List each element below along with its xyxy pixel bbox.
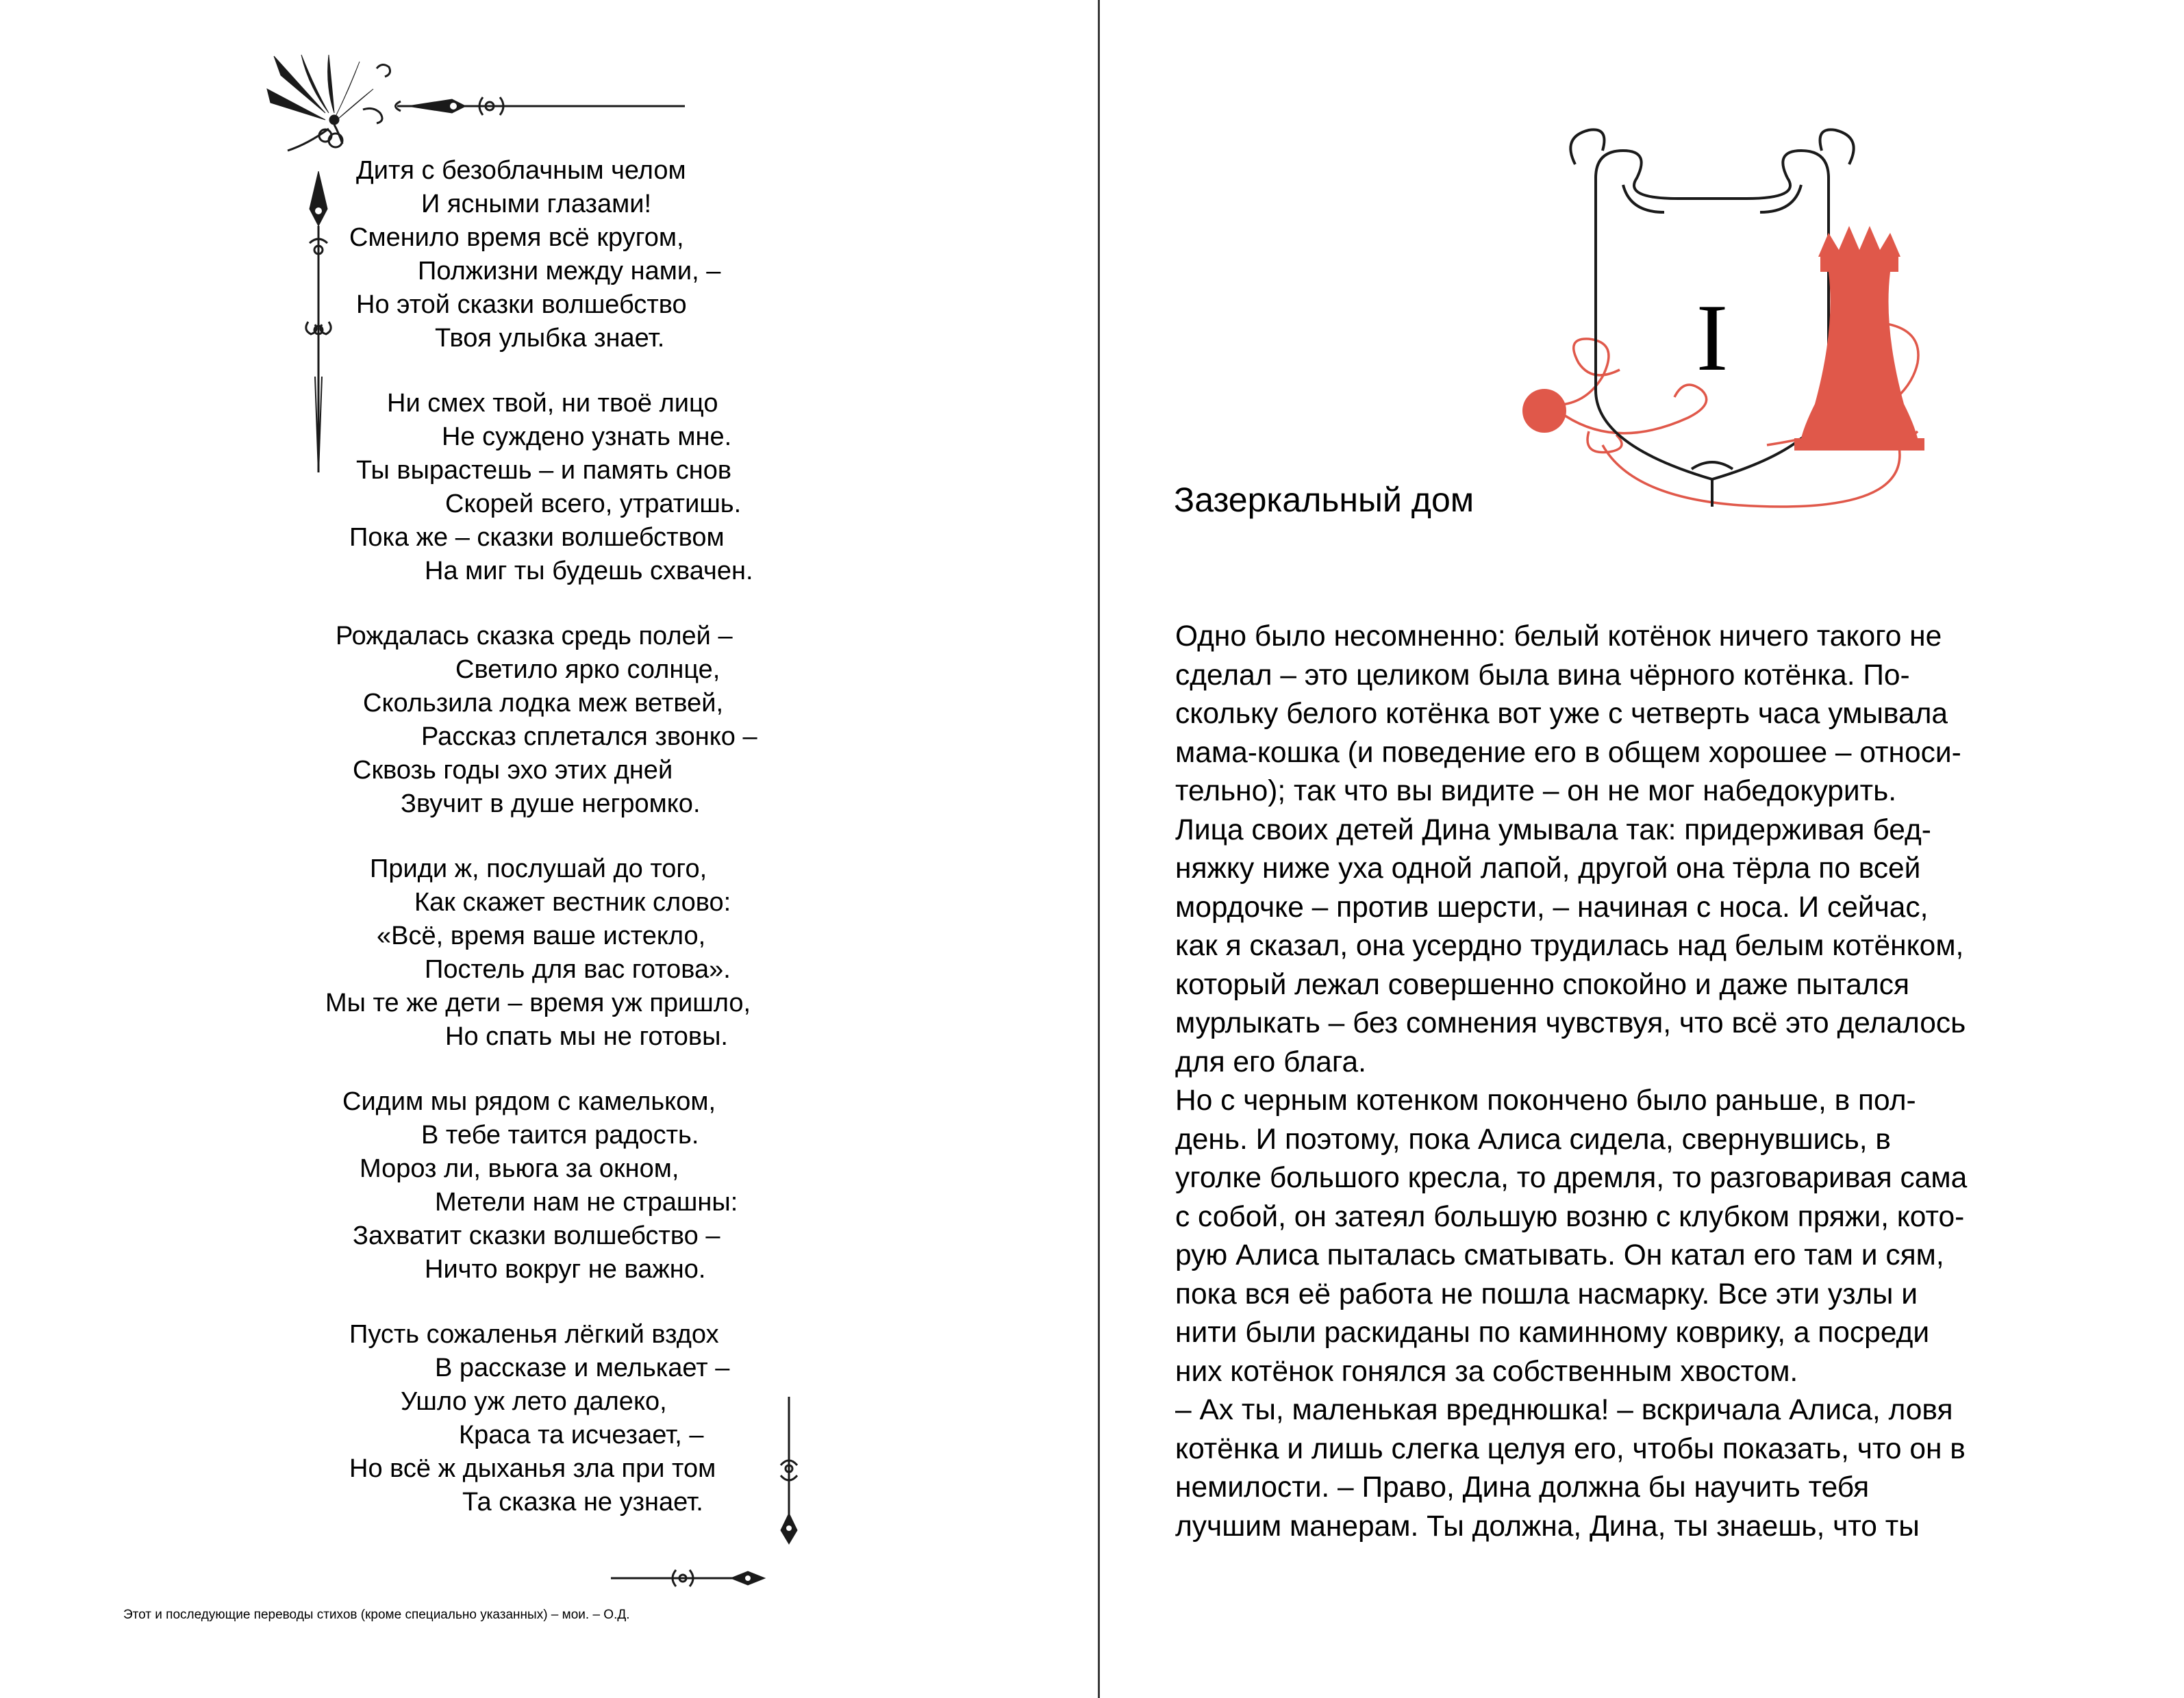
poem-line: «Всё, время ваше истекло, <box>377 922 706 950</box>
body-text-line: который лежал совершенно спокойно и даже пытался <box>1175 968 1909 1001</box>
poem-line: Дитя с безоблачным челом <box>356 156 686 185</box>
body-text-line: мурлыкать – без сомнения чувствуя, что всё это делалось <box>1175 1007 1966 1039</box>
poem-line: И ясными глазами! <box>421 190 652 218</box>
poem-line: Метели нам не страшны: <box>435 1188 738 1217</box>
chapter-crest-illustration <box>1493 123 1959 548</box>
body-text-line: для его блага. <box>1175 1046 1366 1078</box>
body-text-line: скольку белого котёнка вот уже с четверть часа умывала <box>1175 698 1948 730</box>
body-text-line: день. И поэтому, пока Алиса сидела, свернувшись, в <box>1175 1123 1891 1156</box>
body-text-line: Одно было несомненно: белый котёнок ничего такого не <box>1175 620 1942 652</box>
poem-line: Та сказка не узнает. <box>462 1488 703 1517</box>
vertical-spike-ornament <box>301 171 336 486</box>
body-text-line: мама-кошка (и поведение его в общем хорошее – относи- <box>1175 736 1961 769</box>
poem-line: Скользила лодка меж ветвей, <box>363 689 724 718</box>
body-text-line: Лица своих детей Дина умывала так: придерживая бед- <box>1175 813 1931 846</box>
body-text-line: тельно); так что вы видите – он не мог набедокурить. <box>1175 775 1897 807</box>
body-text-line: них котёнок гонялся за собственным хвостом. <box>1175 1355 1798 1388</box>
yarn-ball <box>1522 389 1566 433</box>
poem-line: Постель для вас готова». <box>425 955 731 984</box>
poem-line: Ни смех твой, ни твоё лицо <box>387 389 718 418</box>
body-text-line: уголке большого кресла, то дремля, то разговаривая сама <box>1175 1162 1968 1194</box>
poem-line: Как скажет вестник слово: <box>414 888 731 917</box>
body-text-line: как я сказал, она усердно трудилась над белым котёнком, <box>1175 930 1964 962</box>
body-text-line: мордочке – против шерсти, – начиная с носа. И сейчас, <box>1175 891 1929 924</box>
poem-line: Рождалась сказка средь полей – <box>336 622 733 650</box>
poem-line: Скорей всего, утратишь. <box>445 490 742 518</box>
poem-line: Захватит сказки волшебство – <box>353 1221 720 1250</box>
poem-line: Мы те же дети – время уж пришло, <box>325 989 751 1017</box>
poem-line: Но всё ж дыханья зла при том <box>349 1454 716 1483</box>
body-text-line: сделал – это целиком была вина чёрного котёнка. По- <box>1175 659 1910 692</box>
poem-line: Ты вырастешь – и память снов <box>356 456 732 485</box>
poem-line: В рассказе и мелькает – <box>435 1354 730 1382</box>
poem-line: Ушло уж лето далеко, <box>401 1387 667 1416</box>
body-text-line: нити были раскиданы по каминному коврику, а посреди <box>1175 1317 1930 1349</box>
body-text-line: Но с черным котенком покончено было раньше, в пол- <box>1175 1085 1916 1117</box>
poem-line: Твоя улыбка знает. <box>435 324 665 353</box>
poem-line: Сквозь годы эхо этих дней <box>353 756 673 785</box>
poem-line: Но этой сказки волшебство <box>356 290 687 319</box>
poem-line: Рассказ сплетался звонко – <box>421 722 757 751</box>
chapter-title: Зазеркальный дом <box>1174 481 1474 519</box>
red-queen-chess-piece <box>1794 226 1924 451</box>
poem-line: В тебе таится радость. <box>421 1121 699 1150</box>
body-text-line: няжку ниже уха одной лапой, другой она тёрла по всей <box>1175 852 1921 885</box>
poem-line: Звучит в душе негромко. <box>401 789 701 818</box>
poem-line: Полжизни между нами, – <box>418 257 721 286</box>
poem-line: Не суждено узнать мне. <box>442 422 732 451</box>
poem-line: Мороз ли, вьюга за окном, <box>360 1154 679 1183</box>
body-text-line: котёнка и лишь слегка целуя его, чтобы показать, что он в <box>1175 1432 1966 1465</box>
bottom-horizontal-ornament <box>611 1564 768 1592</box>
body-text-line: рую Алиса пыталась сматывать. Он катал его там и сям, <box>1175 1239 1944 1271</box>
body-text-line: лучшим манерам. Ты должна, Дина, ты знаешь, что ты <box>1175 1510 1920 1543</box>
poem-line: Светило ярко солнце, <box>455 655 720 684</box>
poem-line: Сидим мы рядом с камельком, <box>342 1087 716 1116</box>
corner-flourish-ornament <box>260 48 699 171</box>
body-text-line: с собой, он затеял большую возню с клубком пряжи, кото- <box>1175 1200 1965 1233</box>
body-text-line: немилости. – Право, Дина должна бы научить тебя <box>1175 1471 1870 1504</box>
body-text-line: пока вся её работа не пошла насмарку. Все эти узлы и <box>1175 1278 1918 1310</box>
poem-line: Приди ж, послушай до того, <box>370 854 707 883</box>
poem-line: Но спать мы не готовы. <box>445 1022 728 1051</box>
translator-footnote: Этот и последующие переводы стихов (кроме специально указанных) – мои. – О.Д. <box>123 1608 630 1622</box>
poem-line: Пока же – сказки волшебством <box>349 523 725 552</box>
poem-line: Ничто вокруг не важно. <box>425 1255 706 1284</box>
poem-line: Краса та исчезает, – <box>459 1421 704 1449</box>
poem-line: На миг ты будешь схвачен. <box>425 557 753 585</box>
chapter-body-text <box>1175 618 2066 1546</box>
poem-line: Пусть сожаленья лёгкий вздох <box>349 1320 719 1349</box>
poem-line: Сменило время всё кругом, <box>349 223 684 252</box>
bottom-vertical-ornament <box>775 1397 803 1547</box>
body-text-line: – Ах ты, маленькая вреднюшка! – вскричала Алиса, ловя <box>1175 1394 1953 1426</box>
chapter-numeral: I <box>1696 285 1729 391</box>
